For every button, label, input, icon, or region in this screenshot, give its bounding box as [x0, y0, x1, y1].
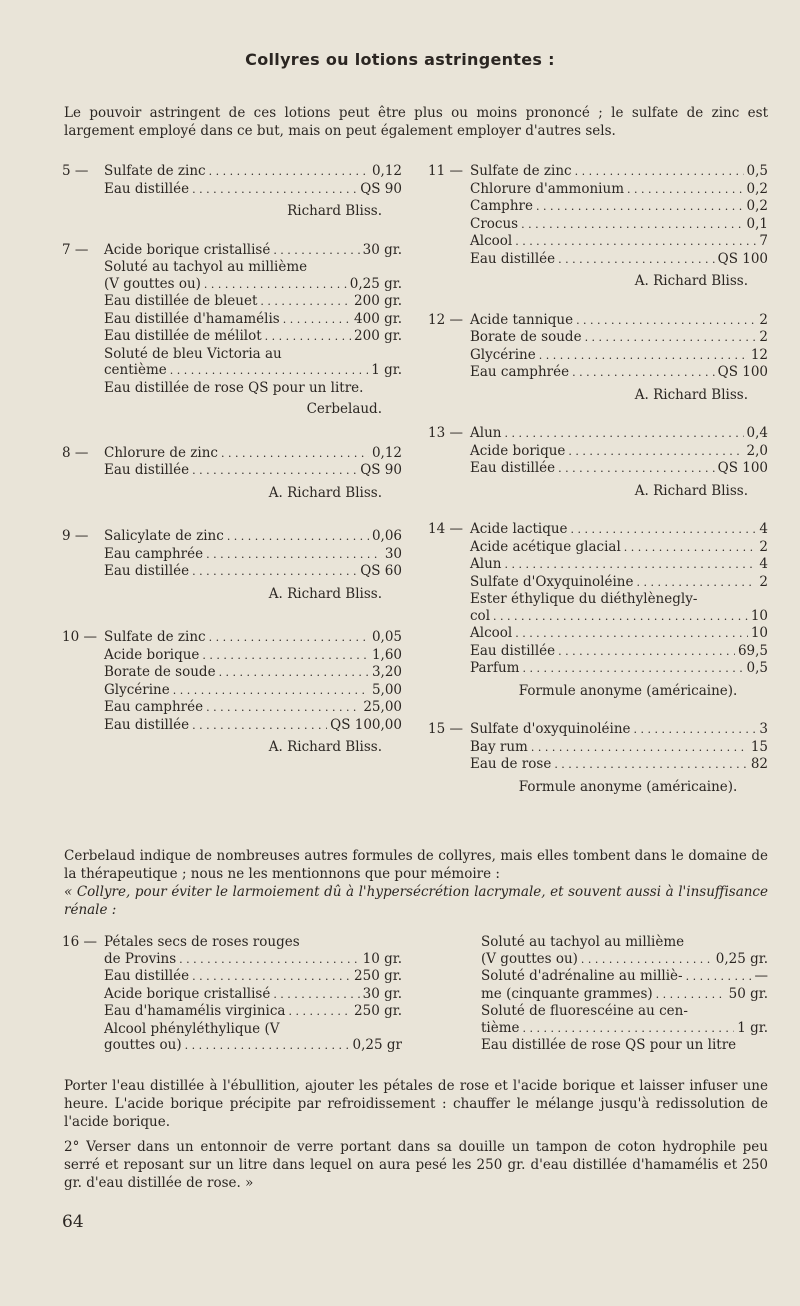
- formula-16: [62, 934, 402, 1055]
- ingredient-quantity: 0,2: [746, 180, 768, 197]
- ingredient-row: [62, 242, 402, 260]
- formula-16-continued: [481, 934, 768, 1054]
- ingredient-row: [62, 986, 402, 1004]
- ingredient-row: [481, 986, 768, 1004]
- dot-leader: [173, 682, 369, 700]
- ingredient-row: [62, 528, 402, 546]
- dot-leader: [624, 539, 757, 557]
- formula-10: [62, 629, 402, 756]
- formula-9: [62, 528, 402, 602]
- formula-number: 11 —: [428, 163, 463, 179]
- ingredient-row: [62, 311, 402, 329]
- dot-leader: [636, 574, 756, 592]
- dot-leader: [568, 443, 743, 461]
- ingredient-label: Glycérine: [470, 346, 536, 363]
- ingredient-quantity: 0,5: [746, 163, 768, 179]
- ingredient-row: [62, 462, 402, 480]
- ingredient-quantity: 1 gr.: [371, 362, 402, 378]
- ingredient-quantity: 1,60: [371, 646, 402, 663]
- formula-11: [428, 163, 768, 290]
- ingredient-row: [428, 660, 768, 678]
- dot-leader: [209, 163, 369, 181]
- ingredient-label: Sulfate d'Oxyquinoléine: [470, 573, 634, 590]
- dot-leader: [539, 347, 748, 365]
- formula-source: A. Richard Bliss.: [268, 739, 382, 755]
- dot-leader: [265, 328, 351, 346]
- formula-7: [62, 242, 402, 418]
- ingredient-label: Alcool phényléthylique (V: [104, 1020, 280, 1037]
- ingredient-quantity: 0,5: [746, 660, 768, 676]
- ingredient-row: [428, 574, 768, 592]
- formula-number: 12 —: [428, 311, 463, 328]
- dot-leader: [634, 721, 757, 739]
- ingredient-quantity: QS 100,00: [330, 716, 402, 733]
- ingredient-row: [428, 556, 768, 574]
- ingredient-row: [428, 251, 768, 269]
- ingredient-quantity: 400 gr.: [354, 310, 402, 327]
- ingredient-quantity: QS 100: [717, 364, 768, 380]
- formula-16-right: [481, 934, 768, 1054]
- ingredient-quantity: 25,00: [363, 699, 402, 715]
- dot-leader: [515, 625, 748, 643]
- ingredient-quantity: 2: [759, 538, 768, 555]
- ingredient-label: Alcool: [470, 625, 513, 641]
- ingredient-row: [62, 699, 402, 717]
- ingredient-quantity: 0,1: [746, 215, 768, 232]
- ingredient-row: [428, 329, 768, 347]
- ingredient-quantity: QS 90: [360, 462, 402, 478]
- ingredient-label: Alun: [470, 556, 502, 572]
- formula-source: Formule anonyme (américaine).: [518, 682, 738, 699]
- instructions-1: Porter l'eau distillée à l'ébullition, ajouter les pétales de rose et l'acide borique et laisser infuser une heure. L'acide borique précipite par refroidissement : chauffer le mélange jusqu'à redissolution de l'acide borique.: [64, 1078, 768, 1130]
- formula-12: [428, 312, 768, 404]
- right-column: [428, 163, 768, 795]
- ingredient-label: Eau distillée de mélilot: [104, 328, 262, 344]
- ingredient-label: Sulfate de zinc: [104, 629, 206, 645]
- dot-leader: [192, 717, 327, 735]
- ingredient-label: Acide borique cristallisé: [104, 241, 271, 258]
- ingredient-label: Glycérine: [104, 681, 170, 698]
- ingredient-quantity: 10: [750, 607, 768, 624]
- ingredient-label: me (cinquante grammes): [481, 985, 653, 1002]
- ingredient-label: gouttes ou): [104, 1037, 182, 1053]
- ingredient-label: Eau distillée de rose QS pour un litre: [481, 1037, 737, 1053]
- ingredient-label: Eau de rose: [470, 756, 552, 772]
- ingredient-row: [62, 1037, 402, 1055]
- ingredient-row: [62, 362, 402, 380]
- ingredient-row: [62, 293, 402, 311]
- formula-number: 16 —: [62, 934, 97, 950]
- ingredient-label: Alun: [470, 425, 502, 441]
- formula-source: A. Richard Bliss.: [634, 386, 748, 403]
- ingredient-label: Acide borique: [470, 442, 566, 459]
- dot-leader: [202, 647, 369, 665]
- ingredient-row: [428, 643, 768, 661]
- formula-source: Formule anonyme (américaine).: [518, 778, 738, 795]
- ingredient-quantity: 250 gr.: [354, 968, 402, 984]
- formula-8: [62, 445, 402, 502]
- ingredient-label: Eau distillée: [104, 563, 190, 579]
- ingredient-row: [428, 347, 768, 365]
- ingredient-quantity: 0,25 gr: [352, 1037, 402, 1053]
- ingredient-quantity: 30: [384, 545, 402, 562]
- ingredient-label: Eau distillée de bleuet: [104, 293, 258, 309]
- formula-14: [428, 521, 768, 699]
- ingredient-label: Eau distillée: [104, 716, 190, 733]
- ingredient-row: [62, 1003, 402, 1021]
- ingredient-row: [62, 328, 402, 346]
- cerbelaud-note: [64, 847, 768, 919]
- dot-leader: [493, 608, 748, 626]
- dot-leader: [273, 242, 359, 260]
- ingredient-label: Sulfate de zinc: [104, 163, 206, 179]
- ingredient-row: [62, 934, 402, 951]
- dot-leader: [571, 521, 757, 539]
- ingredient-label: Soluté d'adrénaline au milliè-: [481, 968, 683, 984]
- ingredient-label: (V gouttes ou): [481, 950, 578, 967]
- dot-leader: [206, 699, 360, 717]
- ingredient-row: [62, 629, 402, 647]
- ingredient-label: Ester éthylique du diéthylènegly-: [470, 591, 698, 607]
- dot-leader: [209, 629, 369, 647]
- ingredient-label: Salicylate de zinc: [104, 528, 224, 544]
- ingredient-row: [428, 163, 768, 181]
- ingredient-quantity: 0,25 gr.: [715, 950, 768, 967]
- ingredient-quantity: 2: [759, 311, 768, 328]
- dot-leader: [504, 556, 756, 574]
- ingredient-quantity: QS 100: [717, 250, 768, 267]
- ingredient-row: [428, 521, 768, 539]
- formula-number: 10 —: [62, 629, 97, 645]
- quote-italic: « Collyre, pour éviter le larmoiement dû à l'hypersécrétion lacrymale, et souvent aussi à l'insuffisance rénale :: [64, 884, 768, 918]
- ingredient-quantity: 3,20: [371, 664, 402, 680]
- dot-leader: [260, 293, 351, 311]
- ingredient-quantity: 30 gr.: [362, 985, 402, 1002]
- dot-leader: [656, 986, 726, 1004]
- formula-source: Cerbelaud.: [306, 401, 382, 417]
- ingredient-row: [481, 968, 768, 986]
- ingredient-label: Parfum: [470, 660, 520, 676]
- ingredient-quantity: 7: [759, 233, 768, 249]
- cerbelaud-note-text: Cerbelaud indique de nombreuses autres formules de collyres, mais elles tombent dans le domaine de la thérapeutique ; nous ne les mentionnons que pour mémoire :: [64, 848, 768, 882]
- ingredient-row: [62, 647, 402, 665]
- ingredient-row: [62, 276, 402, 294]
- ingredient-row: [428, 233, 768, 251]
- dot-leader: [558, 643, 735, 661]
- formula-source: A. Richard Bliss.: [634, 273, 748, 289]
- ingredient-quantity: QS 100: [717, 460, 768, 476]
- ingredient-label: Chlorure de zinc: [104, 444, 218, 461]
- ingredient-quantity: 1 gr.: [737, 1019, 768, 1036]
- ingredient-row: [481, 951, 768, 969]
- formula-source: Richard Bliss.: [287, 203, 382, 219]
- ingredient-row: [62, 259, 402, 276]
- ingredient-quantity: 2: [759, 573, 768, 590]
- ingredient-row: [428, 364, 768, 382]
- ingredient-row: [428, 181, 768, 199]
- ingredient-row: [62, 380, 402, 397]
- ingredient-label: Acide acétique glacial: [470, 538, 621, 555]
- dot-leader: [227, 528, 369, 546]
- dot-leader: [536, 198, 744, 216]
- ingredient-quantity: 0,2: [746, 198, 768, 214]
- dot-leader: [192, 462, 357, 480]
- ingredient-label: tième: [481, 1019, 520, 1036]
- dot-leader: [627, 181, 744, 199]
- ingredient-quantity: 5,00: [371, 681, 402, 698]
- ingredient-label: Soluté de fluorescéine au cen-: [481, 1003, 688, 1019]
- dot-leader: [283, 311, 351, 329]
- ingredient-quantity: QS 60: [360, 563, 402, 579]
- ingredient-row: [428, 425, 768, 443]
- dot-leader: [170, 362, 368, 380]
- ingredient-quantity: 3: [759, 721, 768, 737]
- left-column: [62, 163, 402, 756]
- ingredient-label: centième: [104, 362, 167, 378]
- ingredient-quantity: 0,12: [371, 163, 402, 179]
- ingredient-label: Bay rum: [470, 738, 528, 755]
- dot-leader: [523, 1020, 735, 1038]
- ingredient-label: Eau distillée: [104, 968, 190, 984]
- dot-leader: [554, 756, 748, 774]
- ingredient-quantity: 2,0: [746, 442, 768, 459]
- ingredient-row: [481, 934, 768, 951]
- formula-source: A. Richard Bliss.: [268, 484, 382, 501]
- dot-leader: [515, 233, 756, 251]
- ingredient-label: Chlorure d'ammonium: [470, 180, 624, 197]
- ingredient-quantity: 15: [750, 738, 768, 755]
- ingredient-label: Eau camphrée: [470, 364, 570, 380]
- ingredient-row: [428, 216, 768, 234]
- ingredient-label: Camphre: [470, 198, 533, 214]
- ingredient-label: Eau distillée: [104, 462, 190, 478]
- dot-leader: [273, 986, 359, 1004]
- ingredient-row: [428, 198, 768, 216]
- ingredient-row: [428, 608, 768, 626]
- dot-leader: [558, 460, 714, 478]
- ingredient-quantity: 10: [750, 625, 768, 641]
- ingredient-quantity: 0,25 gr.: [349, 275, 402, 292]
- ingredient-row: [62, 181, 402, 199]
- ingredient-label: Borate de soude: [104, 664, 216, 680]
- ingredient-row: [62, 563, 402, 581]
- ingredient-label: (V gouttes ou): [104, 275, 201, 292]
- dot-leader: [558, 251, 714, 269]
- dot-leader: [504, 425, 743, 443]
- ingredient-quantity: 0,4: [746, 425, 768, 441]
- ingredient-row: [62, 546, 402, 564]
- ingredient-quantity: 69,5: [737, 642, 768, 659]
- dot-leader: [219, 664, 369, 682]
- ingredient-row: [428, 591, 768, 608]
- formula-5: [62, 163, 402, 220]
- formula-number: 13 —: [428, 425, 463, 441]
- formula-number: 8 —: [62, 444, 89, 461]
- dot-leader: [521, 216, 743, 234]
- dot-leader: [585, 329, 757, 347]
- ingredient-row: [428, 443, 768, 461]
- ingredient-quantity: 50 gr.: [728, 985, 768, 1002]
- ingredient-label: Eau camphrée: [104, 545, 204, 562]
- dot-leader: [192, 181, 357, 199]
- formula-13: [428, 425, 768, 499]
- formula-number: 14 —: [428, 521, 463, 537]
- ingredient-label: Crocus: [470, 215, 519, 232]
- instructions-2: 2° Verser dans un entonnoir de verre portant dans sa douille un tampon de coton hydrophile peu serré et reposant sur un litre dans lequel on aura pesé les 250 gr. d'eau distillée d'hamamélis et 250 gr. d'eau distillée de rose. »: [64, 1139, 768, 1191]
- ingredient-label: Acide tannique: [470, 311, 574, 328]
- ingredient-label: Pétales secs de roses rouges: [104, 934, 300, 950]
- ingredient-label: Acide lactique: [470, 521, 568, 537]
- ingredient-row: [62, 1021, 402, 1038]
- ingredient-quantity: 2: [759, 329, 768, 345]
- formula-number: 7 —: [62, 241, 89, 258]
- ingredient-row: [428, 625, 768, 643]
- ingredient-quantity: —: [754, 968, 768, 984]
- ingredient-row: [428, 539, 768, 557]
- formula-source: A. Richard Bliss.: [634, 482, 748, 499]
- ingredient-row: [428, 739, 768, 757]
- ingredient-label: Sulfate de zinc: [470, 163, 572, 179]
- ingredient-row: [62, 951, 402, 969]
- ingredient-row: [62, 163, 402, 181]
- dot-leader: [179, 951, 359, 969]
- ingredient-label: Acide borique: [104, 646, 200, 663]
- dot-leader: [192, 968, 351, 986]
- ingredient-row: [62, 717, 402, 735]
- ingredient-row: [62, 664, 402, 682]
- ingredient-label: Eau distillée d'hamamélis: [104, 310, 280, 327]
- formula-number: 5 —: [62, 163, 89, 179]
- ingredient-quantity: 250 gr.: [354, 1003, 402, 1019]
- dot-leader: [686, 968, 752, 986]
- dot-leader: [531, 739, 748, 757]
- ingredient-label: Eau camphrée: [104, 699, 204, 715]
- dot-leader: [204, 276, 347, 294]
- intro-paragraph: Le pouvoir astringent de ces lotions peut être plus ou moins prononcé ; le sulfate de zinc est largement employé dans ce but, mais on peut également employer d'autres sels.: [64, 105, 768, 139]
- formula-number: 15 —: [428, 721, 463, 737]
- ingredient-row: [481, 1020, 768, 1038]
- ingredient-quantity: 30 gr.: [362, 241, 402, 258]
- section-title: Collyres ou lotions astringentes :: [245, 50, 555, 69]
- dot-leader: [572, 364, 715, 382]
- ingredient-quantity: 4: [759, 556, 768, 572]
- dot-leader: [288, 1003, 351, 1021]
- dot-leader: [221, 445, 369, 463]
- ingredient-quantity: 10 gr.: [362, 950, 402, 967]
- ingredient-label: col: [470, 607, 491, 624]
- ingredient-row: [428, 721, 768, 739]
- ingredient-row: [428, 756, 768, 774]
- ingredient-label: Soluté de bleu Victoria au: [104, 345, 282, 362]
- formula-number: 9 —: [62, 528, 89, 544]
- page-number: 64: [62, 1212, 84, 1232]
- ingredient-row: [62, 682, 402, 700]
- dot-leader: [522, 660, 743, 678]
- ingredient-label: Soluté au tachyol au millième: [104, 259, 308, 275]
- dot-leader: [576, 312, 756, 330]
- ingredient-label: Soluté au tachyol au millième: [481, 934, 685, 950]
- ingredient-label: Borate de soude: [470, 329, 582, 345]
- dot-leader: [192, 563, 357, 581]
- ingredient-quantity: 12: [750, 346, 768, 363]
- ingredient-quantity: 200 gr.: [354, 293, 402, 309]
- ingredient-quantity: 82: [750, 756, 768, 772]
- ingredient-quantity: QS 90: [360, 180, 402, 197]
- ingredient-quantity: 0,06: [371, 528, 402, 544]
- ingredient-quantity: 0,05: [371, 629, 402, 645]
- ingredient-label: de Provins: [104, 950, 177, 967]
- ingredient-label: Acide borique cristallisé: [104, 985, 271, 1002]
- dot-leader: [206, 546, 382, 564]
- dot-leader: [575, 163, 744, 181]
- ingredient-row: [62, 968, 402, 986]
- ingredient-row: [481, 1037, 768, 1054]
- dot-leader: [185, 1037, 350, 1055]
- ingredient-label: Eau distillée: [104, 180, 190, 197]
- formula-15: [428, 721, 768, 795]
- ingredient-label: Alcool: [470, 233, 513, 249]
- ingredient-quantity: 4: [759, 521, 768, 537]
- ingredient-quantity: 0,12: [371, 444, 402, 461]
- ingredient-label: Eau distillée: [470, 642, 556, 659]
- ingredient-quantity: 200 gr.: [354, 328, 402, 344]
- formula-16-left: [62, 934, 402, 1055]
- formula-source: A. Richard Bliss.: [268, 585, 382, 602]
- ingredient-label: Eau distillée: [470, 460, 556, 476]
- ingredient-label: Eau distillée de rose QS pour un litre.: [104, 379, 364, 396]
- ingredient-row: [62, 445, 402, 463]
- ingredient-row: [428, 460, 768, 478]
- ingredient-label: Eau distillée: [470, 250, 556, 267]
- dot-leader: [581, 951, 713, 969]
- ingredient-label: Eau d'hamamélis virginica: [104, 1003, 286, 1019]
- ingredient-row: [62, 346, 402, 363]
- ingredient-label: Sulfate d'oxyquinoléine: [470, 721, 631, 737]
- ingredient-row: [481, 1003, 768, 1020]
- ingredient-row: [428, 312, 768, 330]
